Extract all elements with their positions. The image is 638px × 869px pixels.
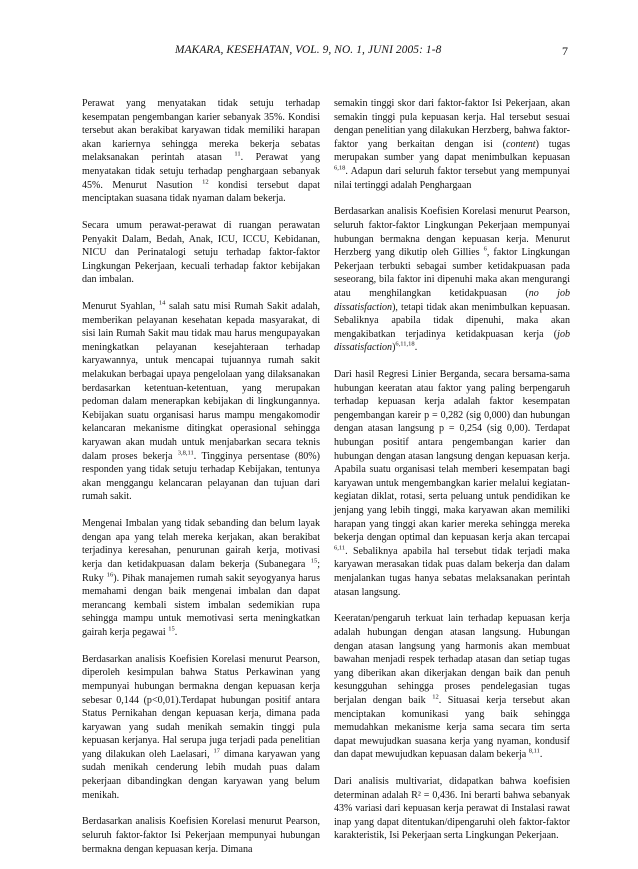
text-run: ) tugas merupakan sumber yang dapat menimbulkan kepuasan: [334, 138, 570, 164]
text-run: Berdasarkan analisis Koefisien Korelasi menurut Pearson, diperoleh kesimpulan bahwa Status Perkawinan yang mempunyai hubungan bermakna dengan kepuasan kerja sebesar 0,144 (p<0,01).Terdapat hubungan positif antara Status Pernikahan dengan kepuasan kerja, dimana pada karyawan yang sudah menikah semakin tinggi pula kepuasan kerjanya. Hal serupa juga terjadi pada penelitian yang dilakukan oleh Laelasari,: [82, 653, 320, 760]
right-column: [334, 97, 570, 856]
text-run: Menurut Syahlan,: [82, 301, 159, 313]
text-run-italic: content: [506, 138, 536, 150]
text-run: salah satu misi Rumah Sakit adalah, memberikan pelayanan kesehatan kepada masyarakat, di sisi lain Rumah Sakit mau tidak mau harus mengupayakan meningkatkan pelayanan kesejahteraan terhadap karyawannya, untuk mencapai tujuannya rumah sakit melakukan berbagai upaya pengelolaan yang dilaksanakan berdasarkan ketentuan-ketentuan, yang merupakan pedoman dalam menerapkan kebijakan di lingkungannya. Kebijakan suatu organisasi harus mampu mengakomodir kelancaran mekanisme ditingkat operasional sehingga karyawan akan mudah untuk menjabarkan secara teknis dalam proses bekerja: [82, 301, 320, 462]
text-run: ), tetapi tidak akan menimbulkan kepuasan. Sebaliknya apabila tidak dipenuhi, maka akan mengakibatkan terjadinya ketidakpuasan kerja (: [334, 301, 570, 340]
citation: 8,11: [528, 747, 540, 755]
text-run: ): [392, 342, 396, 354]
text-run: . Sebaliknya apabila hal tersebut tidak terjadi maka karyawan merasakan tidak puas dalam bekerja dan dalam menjalankan tugas hanya sebatas melaksanakan perintah atasan langsung.: [334, 545, 570, 598]
citation: 15: [310, 557, 318, 565]
citation: 16: [106, 571, 114, 579]
left-paragraph-2: Secara umum perawat-perawat di ruangan perawatan Penyakit Dalam, Bedah, Anak, ICU, ICCU, Kebidanan, NICU dan Perinatalogi setuju terhadap faktor-faktor Lingkungan Pekerjaan, kecuali terhadap faktor kebijakan dan imbalan.: [82, 219, 320, 286]
text-run: Perawat yang menyatakan tidak setuju terhadap kesempatan pengembangan karier sebanyak 35%. Kondisi tersebut akan berakibat karyawan tidak memiliki harapan akan kariernya sehingga mereka bekerja sebatas melaksanakan perintah atasan: [82, 98, 320, 164]
text-run: ). Pihak manajemen rumah sakit seyogyanya harus memahami dengan baik mengenai imbalan dan dapat merancang kembali sistem imbalan sedemikian rupa sehingga mampu untuk memotivasi serta meningkatkan gairah kerja pegawai: [82, 572, 320, 638]
right-paragraph-3: [334, 368, 570, 599]
right-paragraph-2: [334, 205, 570, 355]
text-run: . Situasai kerja tersebut akan menciptakan komunikasi yang baik sehingga memudahkan mekanisme kerja sama secara tim serta dapat mewujudkan suasana kerja yang nyaman, kondusif dan dapat mewujudkan kepuasan dalam bekerja: [334, 694, 570, 761]
citation: 12: [202, 178, 209, 186]
text-run: Keeratan/pengaruh terkuat lain terhadap kepuasan kerja adalah hubungan dengan atasan langsung. Hubungan dengan atasan langsung yang harmonis akan membuat bawahan menjadi respek terhadap atasan dan setiap tugas yang diberikan akan dikerjakan dengan baik dan penuh kesungguhan sehingga proses pendelegasian tugas berjalan dengan baik: [334, 613, 570, 706]
text-run: , faktor Lingkungan Pekerjaan terbukti sebagai sumber ketidakpuasan pada seseorang, bila faktor ini dipenuhi maka akan mengurangi atau menghilangkan ketidakpuasan (: [334, 247, 570, 299]
left-column: [82, 97, 320, 869]
text-run: ; Ruky: [82, 558, 320, 584]
journal-running-title: MAKARA, KESEHATAN, VOL. 9, NO. 1, JUNI 2005: 1-8: [175, 44, 442, 56]
left-paragraph-6: Berdasarkan analisis Koefisien Korelasi menurut Pearson, seluruh faktor-faktor Isi Pekerjaan mempunyai hubungan bermakna dengan kepuasan kerja. Dimana: [82, 816, 320, 855]
left-paragraph-1: [82, 97, 320, 206]
text-run: Dari hasil Regresi Linier Berganda, secara bersama-sama hubungan keeratan atau faktor yang paling berpengaruh terhadap kepuasan kerja adalah faktor kesempatan pengembangan kareir p = 0,282 (sig 0,000) dan hubungan dengan atasan langsung p = 0,254 (sig 0,00). Terdapat hubungan positif antara pengembangan karier dan hubungan dengan atasan langsung dengan kepuasan kerja. Apabila suatu organisasi telah memberi kesempatan bagi karyawan untuk mengembangkan karier melalui kegiatan-kegiatan diklat, rotasi, serta peluang untuk pendidikan ke jenjang yang lebih tinggi, maka karyawan akan memiliki harapan yang tinggi akan karier mereka sehingga mereka bekerja dengan optimal dan kepuasan kerja akan tercapai: [334, 369, 570, 544]
citation: 6: [483, 245, 487, 253]
citation: 11: [234, 151, 241, 159]
citation: 3,8,11: [177, 449, 194, 457]
text-run: . Adapun dari seluruh faktor tersebut yang mempunyai nilai tertinggi adalah Penghargaan: [334, 165, 570, 191]
right-paragraph-5: Dari analisis multivariat, didapatkan bahwa koefisien determinan adalah R² = 0,436. Ini berarti bahwa sebanyak 43% variasi dari kepuasan kerja perawat di Instalasi rawat inap yang dapat ditentukan/dipengaruhi oleh faktor-faktor karakteristik, Isi Pekerjaan serta Lingkungan Pekerjaan.: [334, 776, 570, 842]
citation: 17: [213, 747, 221, 755]
text-run: . Perawat yang menyatakan tidak setuju terhadap penghargaan sebanyak 45%. Menurut Nasution: [82, 152, 320, 191]
left-paragraph-3: [82, 300, 320, 504]
citation: 6,11,18: [395, 340, 415, 348]
page-number: 7: [562, 44, 568, 58]
text-run: .: [174, 626, 178, 638]
text-run-italic: no job dissatisfaction: [334, 287, 570, 313]
right-paragraph-1: [334, 97, 570, 192]
left-paragraph-4: [82, 517, 320, 639]
text-run: semakin tinggi skor dari faktor-faktor Isi Pekerjaan, akan semakin tinggi pula kepuasan kerja. Hal tersebut sesuai dengan penelitian yang dilakukan Herzberg, bahwa faktor-faktor yang berkaitan dengan isi (: [334, 98, 570, 150]
text-run: kondisi tersebut dapat menciptakan suasana tidak nyaman dalam bekerja.: [82, 179, 320, 205]
text-run: Berdasarkan analisis Koefisien Korelasi menurut Pearson, seluruh faktor-faktor Lingkungan Pekerjaan mempunyai hubungan bermakna dengan kepuasan kerja. Menurut Herzberg yang dikutip oleh Gillies: [334, 206, 570, 259]
text-run: Mengenai Imbalan yang tidak sebanding dan belum layak dengan apa yang telah mereka kerjakan, akan berakibat terjadinya keresahan, penurunan gairah kerja, motivasi kerja dan ketidakpuasan dalam bekerja (Subanegara: [82, 518, 320, 570]
text-run: . Tingginya persentase (80%) responden yang tidak setuju terhadap Kebijakan, tentunya akan menggangu kelancaran pelayanan dan tujuan dari rumah sakit.: [82, 450, 320, 503]
left-paragraph-5: [82, 653, 320, 803]
text-run: .: [539, 749, 543, 761]
citation: 12: [432, 693, 439, 701]
citation: 15: [168, 625, 175, 633]
citation: 14: [158, 299, 166, 307]
citation: 6,18: [334, 164, 346, 172]
citation: 6,11: [334, 544, 346, 552]
text-run: dimana karyawan yang sudah menikah cenderung lebih mudah puas dalam pekerjaan dibandingkan dengan karyawan yang belum menikah.: [82, 748, 320, 801]
right-paragraph-4: [334, 612, 570, 762]
text-run-italic: job dissatisfaction: [334, 328, 570, 354]
text-run: .: [414, 342, 418, 354]
running-header: [0, 44, 638, 64]
